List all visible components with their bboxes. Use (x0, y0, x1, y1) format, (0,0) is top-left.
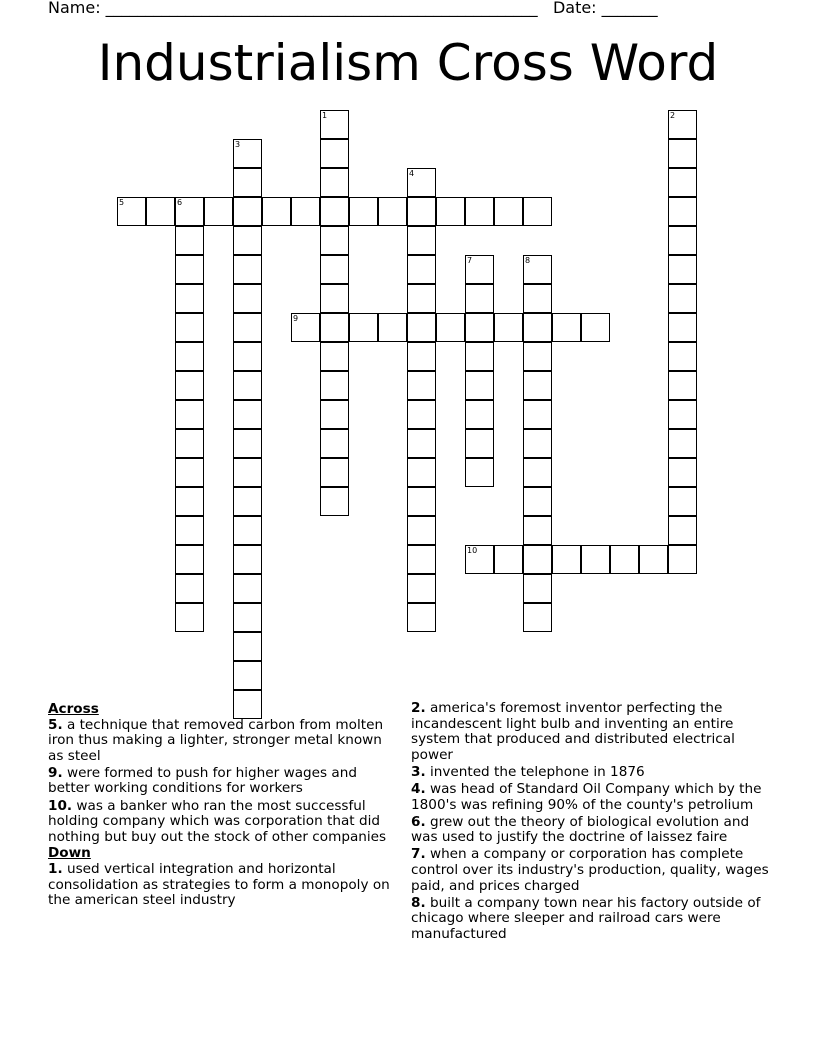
clue-number: 9. (48, 764, 63, 781)
clue-text: was head of Standard Oil Company which by the 1800's was refining 90% of the county's petrolium (411, 780, 762, 813)
crossword-cell[interactable] (175, 371, 204, 400)
crossword-cell[interactable] (436, 197, 465, 226)
crossword-cell[interactable] (233, 545, 262, 574)
crossword-cell[interactable] (552, 313, 581, 342)
crossword-cell[interactable] (320, 342, 349, 371)
crossword-cell[interactable] (668, 313, 697, 342)
crossword-cell[interactable] (668, 516, 697, 545)
crossword-cell[interactable] (407, 371, 436, 400)
crossword-cell[interactable] (523, 516, 552, 545)
page-title: Industrialism Cross Word (97, 34, 719, 92)
crossword-cell[interactable] (233, 516, 262, 545)
crossword-cell[interactable] (175, 545, 204, 574)
crossword-cell[interactable] (262, 197, 291, 226)
crossword-cell[interactable] (407, 313, 436, 342)
crossword-cell[interactable] (175, 197, 204, 226)
crossword-cell[interactable] (175, 284, 204, 313)
crossword-cell[interactable] (407, 458, 436, 487)
crossword-cell[interactable] (523, 429, 552, 458)
crossword-cell[interactable] (204, 197, 233, 226)
crossword-cell[interactable] (668, 255, 697, 284)
crossword-cell[interactable] (146, 197, 175, 226)
crossword-cell[interactable] (233, 603, 262, 632)
crossword-cell[interactable] (407, 168, 436, 197)
cell-number: 4 (409, 169, 415, 178)
crossword-cell[interactable] (320, 139, 349, 168)
crossword-cell[interactable] (407, 284, 436, 313)
crossword-cell[interactable] (349, 197, 378, 226)
crossword-cell[interactable] (233, 400, 262, 429)
crossword-cell[interactable] (465, 313, 494, 342)
clue-across-10 (48, 799, 398, 846)
crossword-cell[interactable] (465, 197, 494, 226)
crossword-cell[interactable] (320, 168, 349, 197)
crossword-cell[interactable] (233, 574, 262, 603)
crossword-cell[interactable] (668, 458, 697, 487)
crossword-cell[interactable] (407, 429, 436, 458)
crossword-cell[interactable] (175, 603, 204, 632)
crossword-cell[interactable] (233, 342, 262, 371)
cell-number: 8 (525, 256, 531, 265)
cell-number: 6 (177, 198, 183, 207)
clue-down-4 (411, 782, 776, 813)
crossword-cell[interactable] (639, 545, 668, 574)
crossword-cell[interactable] (175, 255, 204, 284)
crossword-cell[interactable] (320, 110, 349, 139)
crossword-cell[interactable] (233, 458, 262, 487)
clue-across-5 (48, 718, 398, 765)
crossword-cell[interactable] (320, 371, 349, 400)
across-heading: Across (48, 701, 99, 717)
crossword-cell[interactable] (233, 661, 262, 690)
crossword-cell[interactable] (320, 487, 349, 516)
crossword-cell[interactable] (523, 342, 552, 371)
crossword-cell[interactable] (668, 545, 697, 574)
crossword-cell[interactable] (233, 313, 262, 342)
crossword-cell[interactable] (465, 400, 494, 429)
crossword-cell[interactable] (668, 197, 697, 226)
crossword-cell[interactable] (668, 371, 697, 400)
crossword-cell[interactable] (378, 197, 407, 226)
crossword-cell[interactable] (320, 458, 349, 487)
clue-down-7 (411, 847, 776, 894)
clue-number: 6. (411, 813, 426, 830)
crossword-cell[interactable] (668, 110, 697, 139)
crossword-cell[interactable] (175, 226, 204, 255)
crossword-cell[interactable] (175, 313, 204, 342)
clue-down-6 (411, 815, 776, 846)
name-date-line: Name: ______________________________________________________ Date: _______ (48, 0, 658, 17)
crossword-cell[interactable] (407, 255, 436, 284)
cell-number: 3 (235, 140, 241, 149)
crossword-cell[interactable] (175, 516, 204, 545)
clues-column-right (411, 701, 776, 944)
crossword-cell[interactable] (668, 429, 697, 458)
crossword-cell[interactable] (581, 313, 610, 342)
clue-number: 8. (411, 894, 426, 911)
crossword-cell[interactable] (523, 255, 552, 284)
crossword-cell[interactable] (175, 574, 204, 603)
crossword-cell[interactable] (320, 255, 349, 284)
clue-text: built a company town near his factory outside of chicago where sleeper and railroad cars were manufactured (411, 894, 761, 942)
crossword-cell[interactable] (233, 487, 262, 516)
crossword-cell[interactable] (494, 197, 523, 226)
clue-text: invented the telephone in 1876 (429, 763, 645, 780)
clue-number: 5. (48, 716, 63, 733)
crossword-cell[interactable] (668, 342, 697, 371)
crossword-cell[interactable] (668, 139, 697, 168)
crossword-cell[interactable] (291, 197, 320, 226)
clues-column-left (48, 701, 398, 910)
crossword-cell[interactable] (523, 284, 552, 313)
crossword-cell[interactable] (378, 313, 407, 342)
crossword-cell[interactable] (233, 139, 262, 168)
crossword-cell[interactable] (407, 603, 436, 632)
crossword-cell[interactable] (668, 226, 697, 255)
crossword-cell[interactable] (233, 197, 262, 226)
crossword-cell[interactable] (291, 313, 320, 342)
crossword-cell[interactable] (465, 371, 494, 400)
clue-number: 3. (411, 763, 426, 780)
clue-number: 10. (48, 797, 73, 814)
crossword-cell[interactable] (320, 226, 349, 255)
crossword-cell[interactable] (407, 574, 436, 603)
cell-number: 7 (467, 256, 473, 265)
crossword-cell[interactable] (494, 545, 523, 574)
crossword-cell[interactable] (523, 371, 552, 400)
cell-number: 1 (322, 111, 328, 120)
crossword-cell[interactable] (320, 400, 349, 429)
crossword-cell[interactable] (175, 429, 204, 458)
crossword-cell[interactable] (523, 458, 552, 487)
crossword-cell[interactable] (465, 255, 494, 284)
crossword-cell[interactable] (320, 284, 349, 313)
crossword-cell[interactable] (581, 545, 610, 574)
crossword-cell[interactable] (320, 197, 349, 226)
clue-across-9 (48, 766, 398, 797)
crossword-cell[interactable] (523, 545, 552, 574)
crossword-cell[interactable] (465, 545, 494, 574)
crossword-cell[interactable] (233, 371, 262, 400)
crossword-cell[interactable] (175, 400, 204, 429)
cell-number: 2 (670, 111, 676, 120)
crossword-cell[interactable] (117, 197, 146, 226)
cell-number: 10 (467, 546, 478, 555)
crossword-cell[interactable] (407, 197, 436, 226)
clue-text: america's foremost inventor perfecting the incandescent light bulb and inventing an entire system that produced and distributed electrical power (411, 700, 735, 763)
crossword-cell[interactable] (523, 197, 552, 226)
crossword-cell[interactable] (407, 516, 436, 545)
crossword-cell[interactable] (465, 458, 494, 487)
crossword-cell[interactable] (494, 313, 523, 342)
crossword-cell[interactable] (668, 487, 697, 516)
crossword-cell[interactable] (523, 313, 552, 342)
crossword-cell[interactable] (407, 400, 436, 429)
crossword-cell[interactable] (233, 632, 262, 661)
clue-down-3 (411, 765, 776, 781)
crossword-cell[interactable] (523, 603, 552, 632)
clue-number: 4. (411, 780, 426, 797)
clue-number: 1. (48, 860, 63, 877)
clue-text: grew out the theory of biological evolution and was used to justify the doctrine of laissez faire (411, 813, 750, 846)
clue-down-8 (411, 896, 776, 943)
cell-number: 5 (119, 198, 125, 207)
crossword-cell[interactable] (407, 487, 436, 516)
crossword-cell[interactable] (233, 429, 262, 458)
crossword-cell[interactable] (233, 255, 262, 284)
crossword-cell[interactable] (407, 342, 436, 371)
crossword-cell[interactable] (175, 458, 204, 487)
crossword-cell[interactable] (407, 226, 436, 255)
crossword-cell[interactable] (320, 429, 349, 458)
crossword-cell[interactable] (523, 487, 552, 516)
down-heading: Down (48, 845, 91, 862)
crossword-cell[interactable] (610, 545, 639, 574)
crossword-cell[interactable] (552, 545, 581, 574)
crossword-cell[interactable] (407, 545, 436, 574)
crossword-cell[interactable] (465, 284, 494, 313)
crossword-cell[interactable] (349, 313, 378, 342)
crossword-cell[interactable] (465, 342, 494, 371)
crossword-cell[interactable] (175, 342, 204, 371)
clue-text: was a banker who ran the most successful holding company which was corporation that did nothing but buy out the stock of other companies (48, 797, 387, 845)
clue-text: were formed to push for higher wages and better working conditions for workers (48, 764, 357, 797)
clue-text: used vertical integration and horizontal consolidation as strategies to form a monopoly on the american steel industry (48, 860, 390, 909)
clue-text: when a company or corporation has complete control over its industry's production, quality, wages paid, and prices charged (411, 846, 769, 894)
crossword-cell[interactable] (465, 429, 494, 458)
clue-number: 2. (411, 700, 426, 716)
crossword-cell[interactable] (436, 313, 465, 342)
clue-down-2 (411, 701, 776, 763)
crossword-cell[interactable] (320, 313, 349, 342)
crossword-cell[interactable] (233, 284, 262, 313)
crossword-cell[interactable] (523, 574, 552, 603)
cell-number: 9 (293, 314, 299, 323)
crossword-cell[interactable] (233, 226, 262, 255)
crossword-cell[interactable] (668, 400, 697, 429)
crossword-cell[interactable] (175, 487, 204, 516)
clue-number: 7. (411, 846, 426, 863)
crossword-cell[interactable] (668, 168, 697, 197)
crossword-cell[interactable] (668, 284, 697, 313)
clue-down-1 (48, 862, 398, 909)
crossword-cell[interactable] (233, 168, 262, 197)
clue-text: a technique that removed carbon from molten iron thus making a lighter, stronger metal known as steel (48, 716, 384, 764)
crossword-cell[interactable] (523, 400, 552, 429)
